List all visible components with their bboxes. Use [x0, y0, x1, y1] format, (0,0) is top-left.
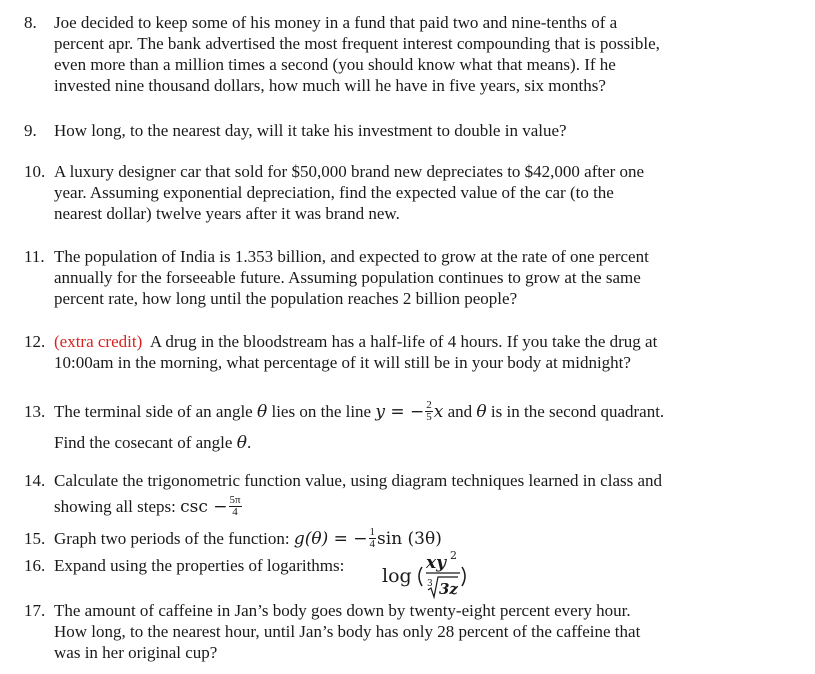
equation-variable: x [433, 402, 444, 422]
problem-text: Graph two periods of the function: [54, 529, 290, 548]
problem-text-line: annually for the forseeable future. Assuming population continues to grow at the same [54, 268, 641, 287]
problem-number: 15. [24, 529, 46, 548]
log-numerator-exponent: 2 [450, 549, 457, 562]
problem-text: is in the second quadrant. [490, 402, 665, 421]
problem-text-line: How long, to the nearest day, will it take his investment to double in value? [54, 121, 567, 140]
problem-text-line: The population of India is 1.353 billion, and expected to grow at the rate of one percent [54, 247, 649, 266]
problem-text-line: even more than a million times a second (you should know what that means). If he [54, 55, 616, 74]
problem-number: 16. [24, 556, 46, 575]
problem-text-line: How long, to the nearest hour, until Jan’s body has only 28 percent of the caffeine that [54, 622, 641, 641]
problem-text-line: A luxury designer car that sold for $50,000 brand new depreciates to $42,000 after one [54, 162, 645, 181]
problem-number: 11. [24, 247, 45, 266]
problem-number: 10. [24, 162, 46, 181]
problem-text-line: percent rate, how long until the population reaches 2 billion people? [54, 289, 518, 308]
problem-number: 9. [24, 121, 37, 140]
problem-text-line: Calculate the trigonometric function value, using diagram techniques learned in class and [54, 471, 663, 490]
problem-text-line: A drug in the bloodstream has a half-life of 4 hours. If you take the drug at [149, 332, 658, 351]
problem-13 [24, 398, 804, 454]
problem-9 [24, 120, 804, 141]
problem-text: lies on the line [271, 402, 372, 421]
problem-14 [24, 470, 804, 520]
root-index: 3 [427, 579, 433, 589]
problem-text-line: Joe decided to keep some of his money in a fund that paid two and nine-tenths of a [54, 13, 618, 32]
problem-12 [24, 331, 804, 373]
fraction [425, 400, 433, 423]
problem-number: 12. [24, 332, 46, 351]
extra-credit-label: (extra credit) [54, 332, 143, 351]
problem-text-line: percent apr. The bank advertised the most frequent interest compounding that is possible, [54, 34, 660, 53]
problem-text: and [447, 402, 473, 421]
fraction-numerator: 1 [369, 525, 376, 538]
problem-text: . [246, 432, 252, 452]
function-expression: sin (3θ) [377, 529, 442, 549]
problem-number: 8. [24, 13, 37, 32]
right-paren [462, 567, 465, 586]
fraction-numerator: 2 [426, 398, 432, 411]
problem-text-line: year. Assuming exponential depreciation, find the expected value of the car (to the [54, 183, 614, 202]
problem-11 [24, 246, 804, 309]
problem-number: 17. [24, 601, 46, 620]
problem-text: showing all steps: [54, 497, 176, 516]
problem-17 [24, 600, 804, 663]
fraction-denominator: 4 [369, 537, 376, 550]
fraction [369, 527, 377, 550]
problem-8 [24, 12, 804, 96]
problem-text-line: invested nine thousand dollars, how much will he have in five years, six months? [54, 76, 606, 95]
theta-symbol: θ [476, 402, 487, 422]
fraction-denominator: 5 [426, 410, 432, 423]
theta-symbol: θ [256, 402, 268, 422]
log-label: log [382, 565, 412, 587]
problem-number: 14. [24, 471, 46, 490]
function-expression: g(θ) = − [293, 529, 368, 549]
problem-text: Find the cosecant of angle [54, 432, 233, 452]
equation-lhs: y = − [375, 402, 425, 422]
log-numerator: xy [426, 553, 447, 573]
log-expression [380, 548, 490, 604]
radicand: 3z [439, 580, 458, 598]
left-paren [419, 567, 422, 586]
problem-text-line: was in her original cup? [54, 643, 218, 662]
problem-10 [24, 161, 804, 224]
fraction-numerator: 5π [229, 493, 241, 506]
fraction-denominator: 4 [232, 505, 238, 518]
problem-text-line: 10:00am in the morning, what percentage of it will still be in your body at midnight? [54, 353, 631, 372]
fraction [229, 495, 242, 518]
problem-number: 13. [24, 402, 46, 421]
csc-expression: csc − [180, 497, 228, 517]
problem-text-line: nearest dollar) twelve years after it was brand new. [54, 204, 400, 223]
problem-text-line: The amount of caffeine in Jan’s body goes down by twenty-eight percent every hour. [54, 601, 631, 620]
problem-text: The terminal side of an angle [54, 402, 253, 421]
problem-text: Expand using the properties of logarithms: [54, 556, 345, 575]
theta-symbol: θ [236, 432, 247, 453]
